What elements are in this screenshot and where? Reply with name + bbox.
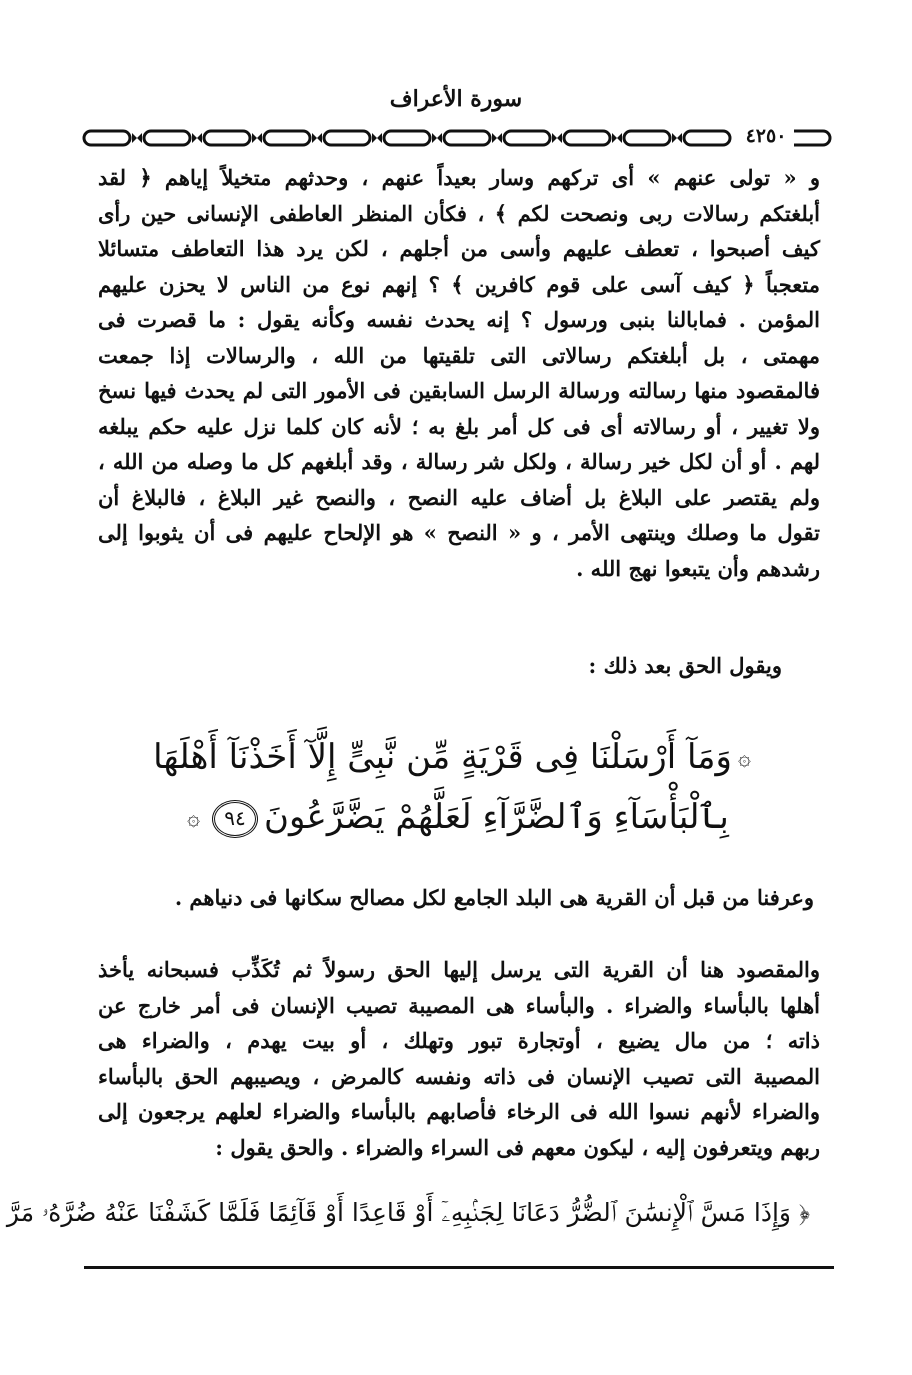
verse-number-badge: ٩٤ — [212, 800, 258, 838]
verse-text-2: بِٱلْبَأْسَآءِ وَٱلضَّرَّآءِ لَعَلَّهُمْ يَضَّرَّعُونَ — [264, 797, 729, 837]
text-line: مهمتى ، بل أبلغتكم رسالاتى التى تلقيتها من الله ، والرسالات إذا جمعت — [98, 342, 820, 368]
quran-verse — [150, 728, 760, 848]
paragraph-1 — [98, 160, 820, 586]
paragraph-2 — [98, 880, 820, 916]
text-line: والضراء لأنهم نسوا الله فى الرخاء فأصابهم بالبأساء والضراء لعلهم يرجعون إلى — [98, 1099, 820, 1124]
text-line: و « تولى عنهم » أى تركهم وسار بعيداً عنهم ، وحدثهم متخيلاً إياهم ﴿ لقد — [98, 165, 820, 190]
text-line: ولا تغيير ، أو رسالاته أى فى كل أمر بلغ به ؛ لأنه كان كلما نزل عليه حكم يبلغه — [98, 413, 820, 439]
text-line: ويقول الحق بعد ذلك : — [588, 653, 782, 678]
text-line: ذاته ؛ من مال يضيع ، أوتجارة تبور وتهلك ، أو بيت يهدم ، والضراء هى — [98, 1028, 820, 1053]
intro-line — [98, 648, 820, 684]
footer-rule — [84, 1266, 834, 1269]
text-line: ولم يقتصر على البلاغ بل أضاف عليه النصح ، والنصح غير البلاغ ، فالبلاغ أن — [98, 484, 820, 510]
text-line: تقول ما وصلك وينتهى الأمر ، و « النصح » هو الإلحاح عليهم فى أن يثوبوا إلى — [98, 520, 820, 545]
text-line: أهلها بالبأساء والضراء . والبأساء هى المصيبة تصيب الإنسان فى أمر خارج عن — [98, 992, 820, 1018]
verse-line-1 — [150, 728, 760, 788]
text-line: المؤمن . فمابالنا بنبى ورسول ؟ إنه يحدث نفسه وكأنه يقول : ما قصرت فى — [98, 307, 820, 332]
header-ornament-band — [82, 124, 832, 152]
text-line: متعجباً ﴿ كيف آسى على قوم كافرين ﴾ ؟ إنهم نوع من الناس لا يحزن عليهم — [98, 271, 820, 297]
verse-line-2 — [150, 788, 760, 848]
verse-close-ornament: ۞ — [187, 806, 201, 831]
text-line: فالمقصود منها رسالته ورسالة الرسل السابقين فى الأمور التى لم يحدث فيها نسخ — [98, 378, 820, 403]
quran-verse-continuation: ﴿ وَإِذَا مَسَّ ٱلْإِنسَٰنَ ٱلضُّرُّ دَعَانَا لِجَنۢبِهِۦٓ أَوْ قَاعِدًا أَوْ قَآئِمًا فَلَمَّا كَشَفْنَا عَنْهُ ضُرَّهُۥ مَرَّ — [6, 1198, 810, 1227]
text-line: وعرفنا من قبل أن القرية هى البلد الجامع لكل مصالح سكانها فى دنياهم . — [174, 885, 814, 910]
page-number: ٤٢٥٠ — [738, 125, 794, 147]
text-line: والمقصود هنا أن القرية التى يرسل إليها الحق رسولاً ثم تُكَذِّب فسبحانه يأخذ — [98, 957, 820, 982]
paragraph-3 — [98, 952, 820, 1165]
verse-open-ornament: ۞ — [737, 746, 751, 771]
verse-text-1: وَمَآ أَرْسَلْنَا فِى قَرْيَةٍ مِّن نَّبِىٍّ إِلَّآ أَخَذْنَآ أَهْلَهَا — [153, 737, 732, 777]
surah-title: سورة الأعراف — [389, 86, 523, 112]
text-line: أبلغتكم رسالات ربى ونصحت لكم ﴾ ، فكأن المنظر العاطفى الإنسانى حين رأى — [98, 200, 820, 226]
text-line: لهم . أو أن لكل خير رسالة ، ولكل شر رسالة ، وقد أبلغهم كل ما وصله من الله ، — [98, 449, 820, 474]
text-line: المصيبة التى تصيب الإنسان فى ذاته ونفسه كالمرض ، ويصيبهم الحق بالبأساء — [98, 1063, 820, 1089]
text-line: كيف أصبحوا ، تعطف عليهم وأسى من أجلهم ، لكن يرد هذا التعاطف متسائلا — [98, 236, 820, 261]
text-line: رشدهم وأن يتبعوا نهج الله . — [576, 555, 820, 581]
text-line: ربهم ويتعرفون إليه ، ليكون معهم فى السراء والضراء . والحق يقول : — [215, 1134, 820, 1160]
